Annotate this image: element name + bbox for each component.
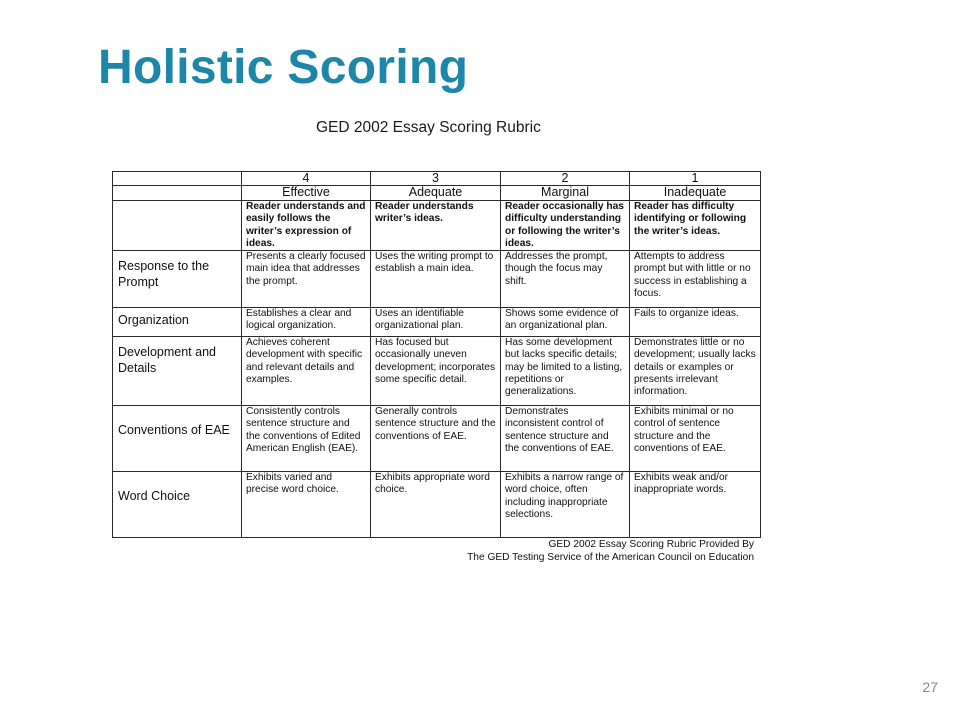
table-cell: Has some development but lacks specific details; may be limited to a listing, repetitions or generalizations. bbox=[501, 337, 630, 406]
criterion-label: Response to the Prompt bbox=[113, 251, 242, 308]
criterion-label: Development and Details bbox=[113, 337, 242, 406]
credit-line-1: GED 2002 Essay Scoring Rubric Provided By bbox=[548, 539, 754, 550]
score-header-row bbox=[113, 172, 761, 186]
table-cell: Exhibits appropriate word choice. bbox=[371, 472, 501, 538]
table-cell: Demonstrates little or no development; usually lacks details or examples or presents irrelevant information. bbox=[630, 337, 761, 406]
summary-cell-4: Reader understands and easily follows the writer’s expression of ideas. bbox=[242, 201, 371, 251]
criterion-label: Organization bbox=[113, 308, 242, 337]
score-2: 2 bbox=[501, 172, 630, 186]
table-cell: Attempts to address prompt but with little or no success in establishing a focus. bbox=[630, 251, 761, 308]
table-row-word-choice bbox=[113, 472, 761, 538]
score-4: 4 bbox=[242, 172, 371, 186]
table-cell: Exhibits minimal or no control of sentence structure and the conventions of EAE. bbox=[630, 406, 761, 472]
rubric-table bbox=[112, 171, 761, 538]
criterion-label: Conventions of EAE bbox=[113, 406, 242, 472]
level-label-adequate: Adequate bbox=[371, 186, 501, 201]
table-cell: Presents a clearly focused main idea that addresses the prompt. bbox=[242, 251, 371, 308]
table-cell: Demonstrates inconsistent control of sentence structure and the conventions of EAE. bbox=[501, 406, 630, 472]
level-label-marginal: Marginal bbox=[501, 186, 630, 201]
level-label-row bbox=[113, 186, 761, 201]
slide-title: Holistic Scoring bbox=[98, 41, 469, 94]
summary-cell-2: Reader occasionally has difficulty understanding or following the writer’s ideas. bbox=[501, 201, 630, 251]
table-cell: Exhibits a narrow range of word choice, often including inappropriate selections. bbox=[501, 472, 630, 538]
table-row-organization bbox=[113, 308, 761, 337]
table-cell: Fails to organize ideas. bbox=[630, 308, 761, 337]
table-cell: Exhibits weak and/or inappropriate words. bbox=[630, 472, 761, 538]
table-cell: Consistently controls sentence structure and the conventions of Edited American English (EAE). bbox=[242, 406, 371, 472]
table-cell: Generally controls sentence structure and the conventions of EAE. bbox=[371, 406, 501, 472]
summary-corner-cell bbox=[113, 201, 242, 251]
level-label-inadequate: Inadequate bbox=[630, 186, 761, 201]
summary-cell-3: Reader understands writer’s ideas. bbox=[371, 201, 501, 251]
table-cell: Establishes a clear and logical organization. bbox=[242, 308, 371, 337]
table-row-conventions-of-eae bbox=[113, 406, 761, 472]
table-cell: Uses the writing prompt to establish a main idea. bbox=[371, 251, 501, 308]
summary-row bbox=[113, 201, 761, 251]
page-number: 27 bbox=[922, 679, 938, 695]
table-cell: Shows some evidence of an organizational plan. bbox=[501, 308, 630, 337]
table-cell: Has focused but occasionally uneven development; incorporates some specific detail. bbox=[371, 337, 501, 406]
criterion-label: Word Choice bbox=[113, 472, 242, 538]
table-row-response-to-prompt bbox=[113, 251, 761, 308]
rubric-title: GED 2002 Essay Scoring Rubric bbox=[316, 119, 541, 136]
table-row-development-and-details bbox=[113, 337, 761, 406]
score-1: 1 bbox=[630, 172, 761, 186]
table-cell: Exhibits varied and precise word choice. bbox=[242, 472, 371, 538]
score-3: 3 bbox=[371, 172, 501, 186]
table-cell: Uses an identifiable organizational plan. bbox=[371, 308, 501, 337]
rubric-credit bbox=[467, 538, 754, 564]
level-label-effective: Effective bbox=[242, 186, 371, 201]
label-corner-cell bbox=[113, 186, 242, 201]
credit-line-2: The GED Testing Service of the American Council on Education bbox=[467, 552, 754, 563]
table-cell: Addresses the prompt, though the focus may shift. bbox=[501, 251, 630, 308]
header-corner-cell bbox=[113, 172, 242, 186]
table-cell: Achieves coherent development with specific and relevant details and examples. bbox=[242, 337, 371, 406]
summary-cell-1: Reader has difficulty identifying or following the writer’s ideas. bbox=[630, 201, 761, 251]
